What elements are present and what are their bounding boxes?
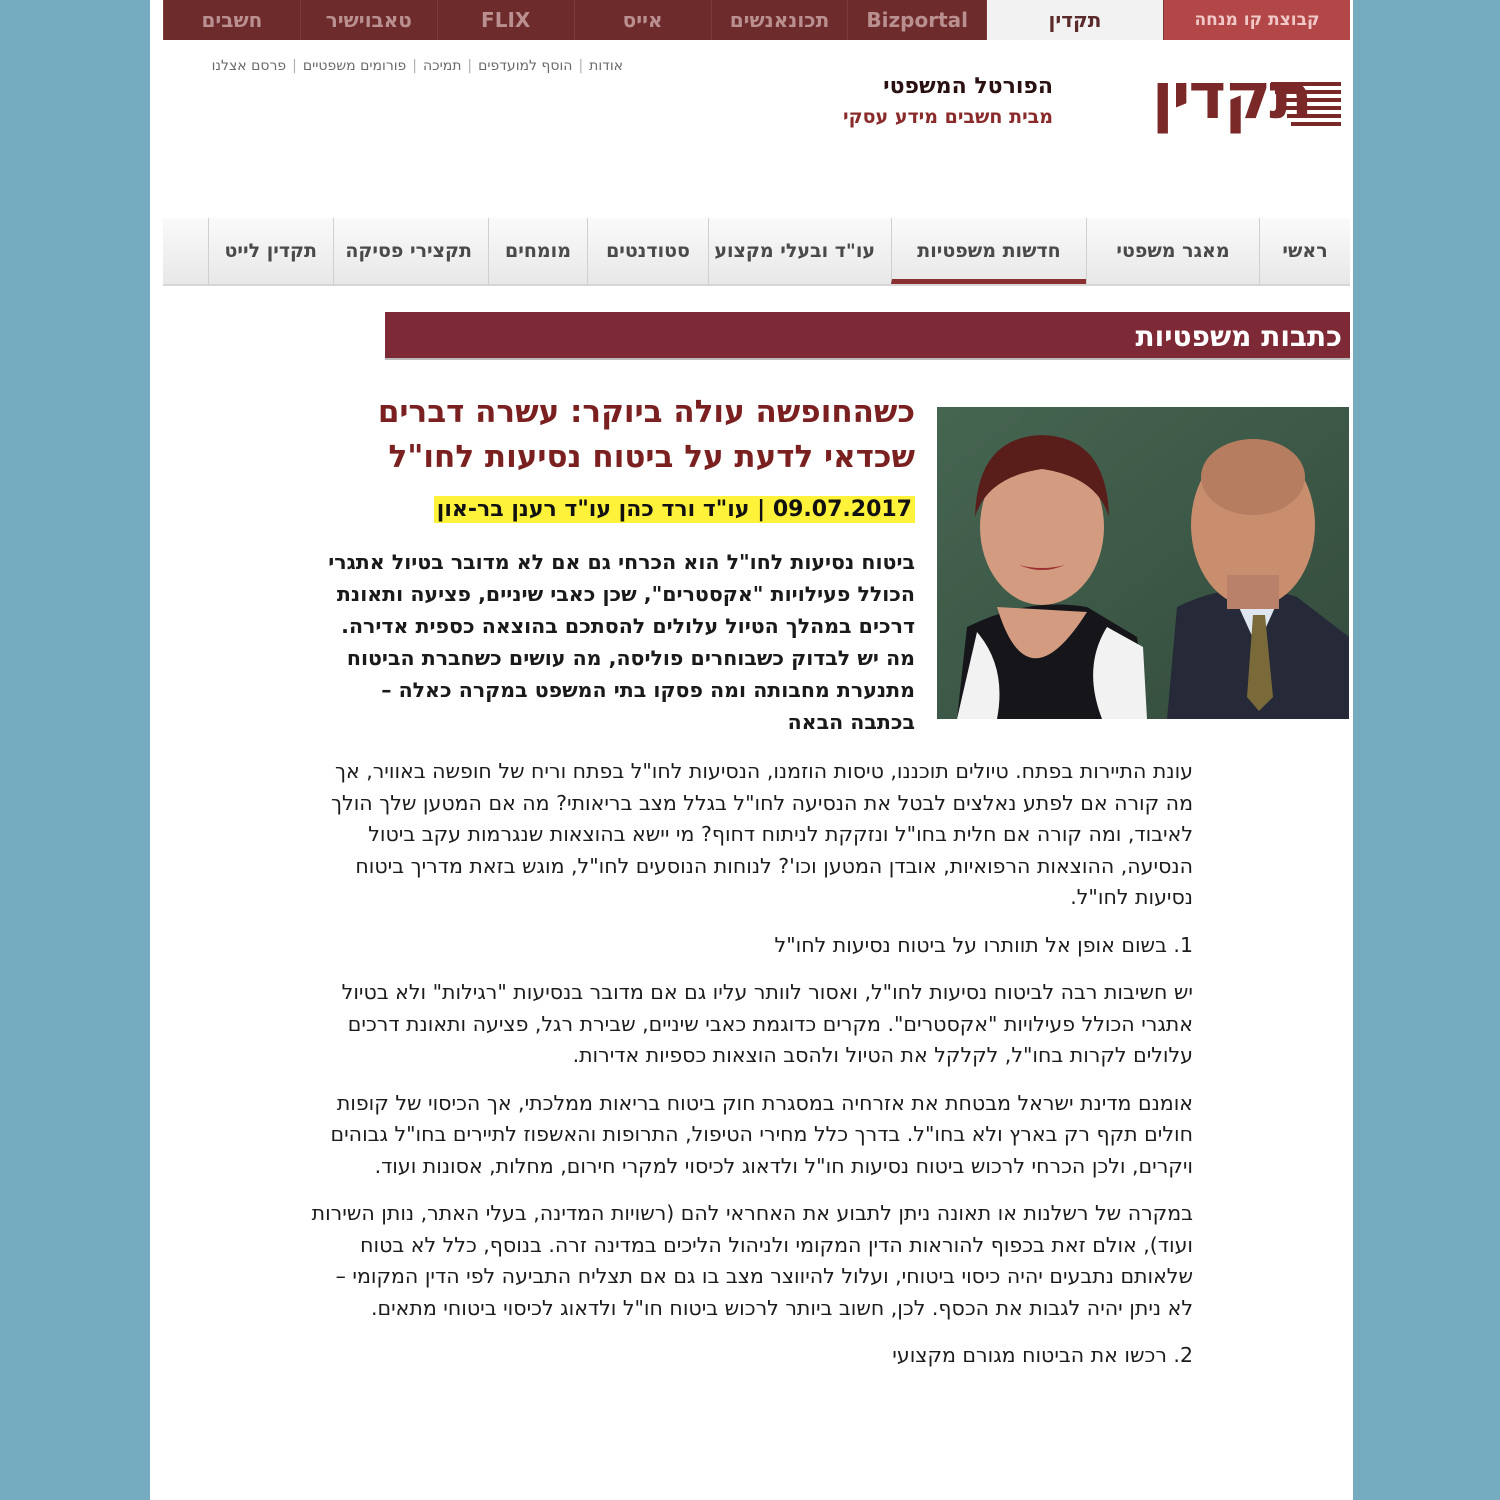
utility-link-support[interactable]: תמיכה	[423, 58, 462, 74]
utility-link-about[interactable]: אודות	[589, 58, 623, 74]
article-subheading: 2. רכשו את הביטוח מגורם מקצועי	[892, 1343, 1193, 1367]
nav-item-students[interactable]: סטודנטים	[587, 218, 708, 284]
nav-item-experts[interactable]: מומחים	[488, 218, 587, 284]
logo-portal-text: הפורטל המשפטי	[883, 74, 1053, 99]
main-nav	[163, 218, 1350, 286]
topbar-item-ice[interactable]: אייס	[574, 0, 711, 40]
nav-item-home[interactable]: ראשי	[1259, 218, 1350, 284]
topbar-item-hashavim[interactable]: חשבים	[163, 0, 300, 40]
section-header	[385, 312, 1350, 358]
utility-links: אודות|הוסף למועדפים|תמיכה|פורומים משפטיים|פרסם אצלנו	[211, 58, 623, 74]
topbar-item-tv[interactable]: טאבוישיר	[300, 0, 437, 40]
article-paragraph: במקרה של רשלנות או תאונה ניתן לתבוע את האחראי להם (רשויות המדינה, בעלי האתר, נותן השירות ועוד), אולם זאת בכפוף להוראות הדין המקומי ולניהול הליכים במדינה זרה. בנוסף, כלל לא בטוח שלאותם נתבעים יהיה כיסוי ביטוחי, ועלול להיווצר מצב בו גם אם תצליח התביעה לפי הדין המקומי – לא ניתן יהיה לגבות את הכסף. לכן, חשוב ביותר לרכוש ביטוח חו"ל ולדאוג לכיסוי ביטוחי מתאים.	[311, 1201, 1193, 1320]
section-title: כתבות משפטיות	[1135, 320, 1342, 353]
nav-item-takdin-lite[interactable]: תקדין לייט	[208, 218, 333, 284]
nav-item-legal-news[interactable]: חדשות משפטיות	[891, 218, 1086, 284]
site-logo[interactable]	[843, 60, 1341, 138]
article-headline: כשהחופשה עולה ביוקר: עשרה דברים שכדאי לדעת על ביטוח נסיעות לחו"ל	[377, 394, 915, 475]
topbar-item-group[interactable]: קבוצת קו מנחה	[1163, 0, 1350, 40]
section-divider	[385, 358, 1350, 360]
utility-link-forums[interactable]: פורומים משפטיים	[302, 58, 407, 74]
utility-link-advertise[interactable]: פרסם אצלנו	[211, 58, 287, 74]
topbar-item-people[interactable]: תכונאנשים	[711, 0, 848, 40]
logo-wordmark: תקדין	[1151, 60, 1311, 134]
article-byline: 09.07.2017 | עו"ד ורד כהן עו"ד רענן בר-און	[434, 496, 915, 523]
article-paragraph: אומנם מדינת ישראל מבטחת את אזרחיה במסגרת חוק ביטוח בריאות ממלכתי, אך הכיסוי של קופות חולים תקף רק בארץ ולא בחו"ל. בדרך כלל מחירי הטיפול, התרופות והאשפוז לתיירים בחו"ל גבוהים ויקרים, ולכן הכרחי לרכוש ביטוח נסיעות חו"ל ולדאוג לכיסוי למקרי חירום, מחלות, אסונות ועוד.	[330, 1090, 1193, 1178]
article-paragraph: עונת התיירות בפתח. טיולים תוכננו, טיסות הוזמנו, הנסיעות לחו"ל בפתח וריח של חופשה באוויר, אך מה קורה אם לפתע נאלצים לבטל את הנסיעה לחו"ל בגלל מצב בריאותי? מה אם המטען שלך הולך לאיבוד, ומה קורה אם חלית בחו"ל ונזקקת לניתוח דחוף? מי יישא בהוצאות שנגרמות עקב ביטול הנסיעה, ההוצאות הרפואיות, אובדן המטען וכו'? לנוחות הנוסעים לחו"ל, מוגש בזאת מדריך ביטוח נסיעות לחו"ל.	[331, 759, 1193, 909]
article-body	[308, 756, 1193, 1388]
nav-item-legal-database[interactable]: מאגר משפטי	[1086, 218, 1259, 284]
nav-item-lawyers[interactable]: עו"ד ובעלי מקצוע	[708, 218, 891, 284]
article-lead: ביטוח נסיעות לחו"ל הוא הכרחי גם אם לא מדובר בטיול אתגרי הכולל פעילויות "אקסטרים", שכן כאבי שיניים, פציעה ותאונת דרכים במהלך הטיול עלולים להסתכם בהוצאה כספית אדירה. מה יש לבדוק כשבוחרים פוליסה, מה עושים כשחברת הביטוח מתנערת מחבותה ומה פסקו בתי המשפט במקרה כאלה – בכתבה הבאה	[328, 550, 915, 734]
logo-tagline: מבית חשבים מידע עסקי	[843, 106, 1053, 128]
utility-link-favorites[interactable]: הוסף למועדפים	[478, 58, 573, 74]
topbar-item-flix[interactable]: FLIX	[437, 0, 574, 40]
authors-photo	[937, 407, 1349, 719]
network-top-bar	[163, 0, 1350, 40]
article-page	[150, 0, 1353, 1500]
article-paragraph: יש חשיבות רבה לביטוח נסיעות לחו"ל, ואסור לוותר עליו גם אם מדובר בנסיעות "רגילות" ולא בטיול אתגרי הכולל פעילויות "אקסטרים". מקרים כדוגמת כאבי שיניים, שבירת רגל, פציעה ותאונת דרכים עלולים לקרות בחו"ל, לקלקל את הטיול ולהסב הוצאות כספיות אדירות.	[341, 980, 1193, 1067]
article-subheading: 1. בשום אופן אל תוותרו על ביטוח נסיעות לחו"ל	[774, 932, 1193, 957]
topbar-item-takdin[interactable]: תקדין	[986, 0, 1163, 40]
nav-item-rulings-summaries[interactable]: תקצירי פסיקה	[333, 218, 488, 284]
topbar-item-bizportal[interactable]: Bizportal	[847, 0, 986, 40]
